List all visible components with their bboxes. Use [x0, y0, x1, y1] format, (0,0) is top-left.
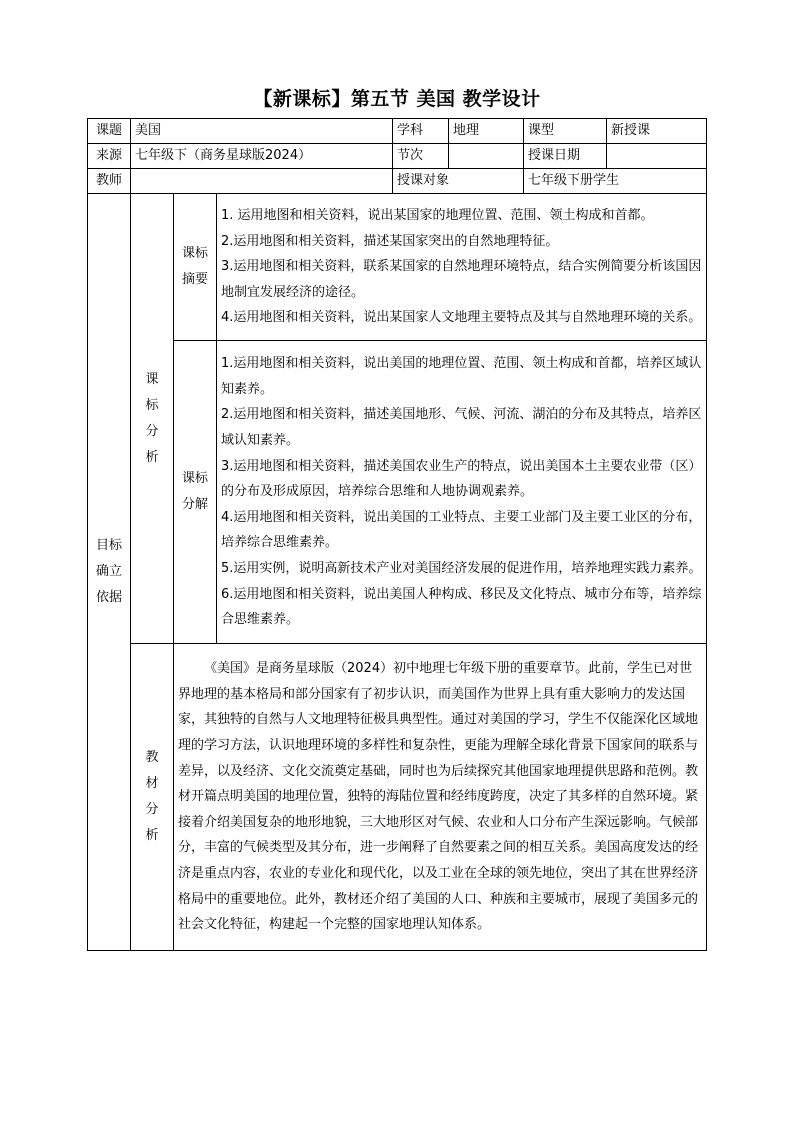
period-value [449, 144, 524, 169]
textbook-paragraph: 《美国》是商务星球版（2024）初中地理七年级下册的重要章节。此前，学生已对世界地理的基本格局和部分国家有了初步认识，而美国作为世界上具有重大影响力的发达国家，其独特的自然与人文地理特征极具典型性。通过对美国的学习，学生不仅能深化区域地理的学习方法，认识地理环境的多样性和复杂性，更能为理解全球化背景下国家间的联系与差异，以及经济、文化交流奠定基础，同时也为后续探究其他国家地理提供思路和范例。教材开篇点明美国的地理位置，独特的海陆位置和经纬度跨度，决定了其多样的自然环境。紧接着介绍美国复杂的地形地貌，三大地形区对气候、农业和人口分布产生深远影响。气候部分，丰富的气候类型及其分布，进一步阐释了自然要素之间的相互关系。美国高度发达的经济是重点内容，农业的专业化和现代化，以及工业在全球的领先地位，突出了其在世界经济格局中的重要地位。此外，教材还介绍了美国的人口、种族和主要城市，展现了美国多元的社会文化特征，构建起一个完整的国家地理认知体系。 [178, 661, 699, 933]
teacher-value [131, 169, 393, 194]
decompose-item: 1.运用地图和相关资料，说出美国的地理位置、范围、领土构成和首都，培养区域认知素养。 [221, 356, 702, 397]
page-title: 【新课标】第五节 美国 教学设计 [253, 88, 541, 110]
summary-label: 课标 摘要 [174, 194, 217, 341]
type-value: 新授课 [607, 119, 707, 144]
standard-analysis-label: 课 标 分 析 [131, 194, 174, 644]
info-row-2 [88, 144, 707, 169]
textbook-label: 教 材 分 析 [131, 644, 174, 951]
decompose-content [217, 341, 707, 644]
date-label: 授课日期 [524, 144, 607, 169]
lesson-plan-table [87, 118, 707, 951]
summary-item: 3.运用地图和相关资料，联系某国家的自然地理环境特点，结合实例简要分析该国因地制宜发展经济的途径。 [221, 259, 702, 300]
source-value: 七年级下（商务星球版2024） [131, 144, 393, 169]
period-label: 节次 [393, 144, 449, 169]
summary-content [217, 194, 707, 341]
decompose-item: 4.运用地图和相关资料，说出美国的工业特点、主要工业部门及主要工业区的分布，培养综合思维素养。 [221, 509, 702, 551]
teacher-label: 教师 [88, 169, 131, 194]
basis-label: 目标 确立 依据 [88, 194, 131, 951]
audience-value: 七年级下册学生 [524, 169, 707, 194]
decompose-item: 5.运用实例，说明高新技术产业对美国经济发展的促进作用，培养地理实践力素养。 [221, 560, 702, 576]
topic-label: 课题 [88, 119, 131, 144]
decompose-item: 6.运用地图和相关资料，说出美国人种构成、移民及文化特点、城市分布等，培养综合思维素养。 [221, 586, 702, 628]
subject-value: 地理 [449, 119, 524, 144]
topic-value: 美国 [131, 119, 393, 144]
decompose-item: 3.运用地图和相关资料，描述美国农业生产的特点，说出美国本土主要农业带（区）的分布及形成原因，培养综合思维和人地协调观素养。 [221, 458, 702, 500]
summary-item: 1. 运用地图和相关资料，说出某国家的地理位置、范围、领土构成和首都。 [221, 208, 654, 224]
info-row-1 [88, 119, 707, 144]
decompose-label: 课标 分解 [174, 341, 217, 644]
date-value [607, 144, 707, 169]
summary-row [88, 194, 707, 341]
audience-label: 授课对象 [393, 169, 524, 194]
source-label: 来源 [88, 144, 131, 169]
summary-item: 4.运用地图和相关资料，说出某国家人文地理主要特点及其与自然地理环境的关系。 [221, 310, 702, 326]
info-row-3 [88, 169, 707, 194]
textbook-content [174, 644, 707, 951]
summary-item: 2.运用地图和相关资料，描述某国家突出的自然地理特征。 [221, 233, 559, 249]
type-label: 课型 [524, 119, 607, 144]
decompose-item: 2.运用地图和相关资料，描述美国地形、气候、河流、湖泊的分布及其特点，培养区域认知素养。 [221, 407, 702, 449]
subject-label: 学科 [393, 119, 449, 144]
textbook-row [88, 644, 707, 951]
decompose-row [88, 341, 707, 644]
